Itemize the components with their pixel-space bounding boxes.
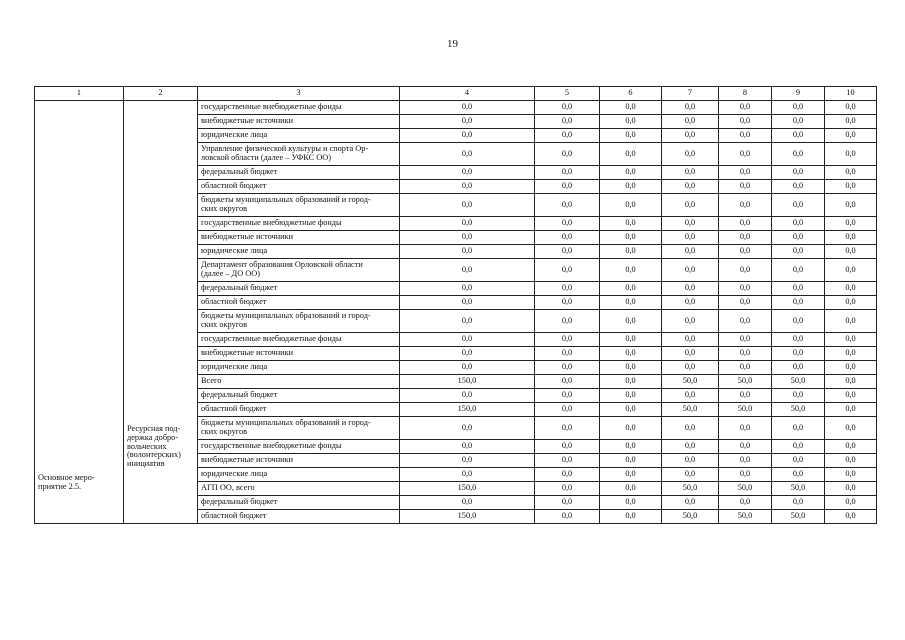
amount-cell: 0,0 bbox=[600, 496, 662, 510]
amount-cell: 0,0 bbox=[662, 166, 719, 180]
amount-cell: 0,0 bbox=[825, 101, 877, 115]
header-cell: 8 bbox=[719, 87, 772, 101]
amount-cell: 50,0 bbox=[719, 403, 772, 417]
amount-cell: 0,0 bbox=[825, 259, 877, 282]
amount-cell: 0,0 bbox=[400, 101, 535, 115]
amount-cell: 0,0 bbox=[535, 129, 600, 143]
amount-cell: 0,0 bbox=[825, 347, 877, 361]
amount-cell: 0,0 bbox=[535, 333, 600, 347]
amount-cell: 0,0 bbox=[400, 231, 535, 245]
funding-source-cell: внебюджетные источники bbox=[198, 231, 400, 245]
measure-label: Ресурсная под- держка добро- вольческих (волонтерских) инициатив bbox=[127, 424, 181, 469]
amount-cell: 0,0 bbox=[400, 129, 535, 143]
amount-cell: 0,0 bbox=[662, 129, 719, 143]
funding-source-cell: государственные внебюджетные фонды bbox=[198, 217, 400, 231]
amount-cell: 50,0 bbox=[719, 510, 772, 524]
funding-source-cell: государственные внебюджетные фонды bbox=[198, 333, 400, 347]
amount-cell: 0,0 bbox=[772, 166, 825, 180]
amount-cell: 0,0 bbox=[719, 282, 772, 296]
amount-cell: 0,0 bbox=[772, 296, 825, 310]
amount-cell: 50,0 bbox=[662, 510, 719, 524]
amount-cell: 0,0 bbox=[719, 194, 772, 217]
amount-cell: 0,0 bbox=[772, 454, 825, 468]
amount-cell: 0,0 bbox=[719, 296, 772, 310]
amount-cell: 150,0 bbox=[400, 403, 535, 417]
amount-cell: 0,0 bbox=[825, 468, 877, 482]
measure-cell bbox=[124, 101, 198, 524]
funding-source-cell: областной бюджет bbox=[198, 510, 400, 524]
amount-cell: 50,0 bbox=[772, 375, 825, 389]
amount-cell: 0,0 bbox=[535, 510, 600, 524]
amount-cell: 50,0 bbox=[662, 403, 719, 417]
amount-cell: 0,0 bbox=[772, 194, 825, 217]
header-cell: 6 bbox=[600, 87, 662, 101]
amount-cell: 0,0 bbox=[535, 282, 600, 296]
amount-cell: 0,0 bbox=[772, 217, 825, 231]
amount-cell: 50,0 bbox=[772, 510, 825, 524]
amount-cell: 0,0 bbox=[825, 180, 877, 194]
table-body bbox=[35, 101, 877, 524]
amount-cell: 0,0 bbox=[400, 310, 535, 333]
amount-cell: 0,0 bbox=[535, 245, 600, 259]
amount-cell: 0,0 bbox=[600, 115, 662, 129]
funding-source-cell: внебюджетные источники bbox=[198, 115, 400, 129]
funding-source-cell: государственные внебюджетные фонды bbox=[198, 440, 400, 454]
amount-cell: 0,0 bbox=[662, 217, 719, 231]
funding-source-cell: Управление физической культуры и спорта Ор- ловской области (далее – УФКС ОО) bbox=[198, 143, 400, 166]
amount-cell: 0,0 bbox=[600, 468, 662, 482]
amount-cell: 0,0 bbox=[719, 310, 772, 333]
amount-cell: 0,0 bbox=[600, 143, 662, 166]
funding-source-cell: бюджеты муниципальных образований и город- ских округов bbox=[198, 310, 400, 333]
amount-cell: 0,0 bbox=[719, 454, 772, 468]
amount-cell: 0,0 bbox=[825, 245, 877, 259]
amount-cell: 0,0 bbox=[825, 231, 877, 245]
amount-cell: 0,0 bbox=[825, 296, 877, 310]
amount-cell: 0,0 bbox=[400, 296, 535, 310]
amount-cell: 0,0 bbox=[772, 310, 825, 333]
amount-cell: 0,0 bbox=[719, 129, 772, 143]
amount-cell: 0,0 bbox=[825, 217, 877, 231]
amount-cell: 0,0 bbox=[662, 468, 719, 482]
amount-cell: 50,0 bbox=[719, 482, 772, 496]
amount-cell: 0,0 bbox=[600, 296, 662, 310]
amount-cell: 0,0 bbox=[772, 417, 825, 440]
amount-cell: 0,0 bbox=[662, 361, 719, 375]
amount-cell: 0,0 bbox=[662, 347, 719, 361]
amount-cell: 0,0 bbox=[825, 310, 877, 333]
amount-cell: 0,0 bbox=[825, 375, 877, 389]
amount-cell: 0,0 bbox=[600, 310, 662, 333]
amount-cell: 0,0 bbox=[535, 166, 600, 180]
funding-source-cell: государственные внебюджетные фонды bbox=[198, 101, 400, 115]
amount-cell: 0,0 bbox=[772, 440, 825, 454]
activity-cell bbox=[35, 101, 124, 524]
amount-cell: 0,0 bbox=[825, 454, 877, 468]
amount-cell: 0,0 bbox=[600, 231, 662, 245]
funding-source-cell: юридические лица bbox=[198, 361, 400, 375]
funding-source-cell: областной бюджет bbox=[198, 180, 400, 194]
amount-cell: 0,0 bbox=[719, 361, 772, 375]
header-cell: 5 bbox=[535, 87, 600, 101]
amount-cell: 0,0 bbox=[719, 217, 772, 231]
amount-cell: 0,0 bbox=[825, 361, 877, 375]
amount-cell: 0,0 bbox=[600, 347, 662, 361]
amount-cell: 0,0 bbox=[662, 389, 719, 403]
amount-cell: 0,0 bbox=[662, 194, 719, 217]
amount-cell: 0,0 bbox=[600, 333, 662, 347]
funding-source-cell: областной бюджет bbox=[198, 403, 400, 417]
amount-cell: 0,0 bbox=[535, 403, 600, 417]
amount-cell: 0,0 bbox=[600, 403, 662, 417]
amount-cell: 0,0 bbox=[772, 361, 825, 375]
funding-source-cell: бюджеты муниципальных образований и город- ских округов bbox=[198, 417, 400, 440]
amount-cell: 0,0 bbox=[825, 482, 877, 496]
amount-cell: 0,0 bbox=[719, 333, 772, 347]
amount-cell: 0,0 bbox=[772, 389, 825, 403]
amount-cell: 0,0 bbox=[772, 129, 825, 143]
amount-cell: 50,0 bbox=[719, 375, 772, 389]
amount-cell: 0,0 bbox=[825, 129, 877, 143]
amount-cell: 0,0 bbox=[535, 440, 600, 454]
amount-cell: 0,0 bbox=[772, 282, 825, 296]
header-cell: 9 bbox=[772, 87, 825, 101]
amount-cell: 0,0 bbox=[662, 115, 719, 129]
amount-cell: 0,0 bbox=[825, 403, 877, 417]
amount-cell: 0,0 bbox=[662, 310, 719, 333]
amount-cell: 0,0 bbox=[400, 259, 535, 282]
amount-cell: 0,0 bbox=[535, 375, 600, 389]
amount-cell: 150,0 bbox=[400, 375, 535, 389]
amount-cell: 0,0 bbox=[662, 143, 719, 166]
amount-cell: 0,0 bbox=[600, 389, 662, 403]
amount-cell: 0,0 bbox=[535, 180, 600, 194]
amount-cell: 50,0 bbox=[662, 375, 719, 389]
amount-cell: 0,0 bbox=[400, 468, 535, 482]
header-cell: 10 bbox=[825, 87, 877, 101]
funding-source-cell: юридические лица bbox=[198, 468, 400, 482]
amount-cell: 0,0 bbox=[662, 231, 719, 245]
amount-cell: 0,0 bbox=[719, 115, 772, 129]
amount-cell: 0,0 bbox=[719, 417, 772, 440]
amount-cell: 0,0 bbox=[719, 347, 772, 361]
amount-cell: 0,0 bbox=[400, 347, 535, 361]
amount-cell: 0,0 bbox=[535, 259, 600, 282]
amount-cell: 0,0 bbox=[719, 389, 772, 403]
amount-cell: 0,0 bbox=[600, 375, 662, 389]
funding-source-cell: Департамент образования Орловской области (далее – ДО ОО) bbox=[198, 259, 400, 282]
amount-cell: 0,0 bbox=[400, 454, 535, 468]
amount-cell: 0,0 bbox=[600, 245, 662, 259]
amount-cell: 0,0 bbox=[535, 389, 600, 403]
amount-cell: 150,0 bbox=[400, 510, 535, 524]
amount-cell: 0,0 bbox=[662, 245, 719, 259]
amount-cell: 0,0 bbox=[825, 166, 877, 180]
header-cell: 1 bbox=[35, 87, 124, 101]
amount-cell: 0,0 bbox=[535, 296, 600, 310]
amount-cell: 0,0 bbox=[825, 194, 877, 217]
amount-cell: 0,0 bbox=[719, 101, 772, 115]
amount-cell: 0,0 bbox=[772, 333, 825, 347]
amount-cell: 0,0 bbox=[719, 143, 772, 166]
amount-cell: 0,0 bbox=[662, 296, 719, 310]
amount-cell: 0,0 bbox=[535, 347, 600, 361]
amount-cell: 0,0 bbox=[535, 101, 600, 115]
amount-cell: 0,0 bbox=[772, 180, 825, 194]
amount-cell: 0,0 bbox=[600, 482, 662, 496]
amount-cell: 0,0 bbox=[400, 496, 535, 510]
amount-cell: 0,0 bbox=[400, 361, 535, 375]
funding-table bbox=[34, 86, 877, 524]
amount-cell: 0,0 bbox=[825, 510, 877, 524]
amount-cell: 0,0 bbox=[535, 417, 600, 440]
amount-cell: 0,0 bbox=[400, 245, 535, 259]
amount-cell: 0,0 bbox=[772, 231, 825, 245]
amount-cell: 0,0 bbox=[400, 115, 535, 129]
amount-cell: 0,0 bbox=[535, 361, 600, 375]
amount-cell: 50,0 bbox=[772, 403, 825, 417]
activity-label: Основное меро- приятие 2.5. bbox=[38, 473, 95, 491]
amount-cell: 0,0 bbox=[772, 496, 825, 510]
amount-cell: 0,0 bbox=[772, 101, 825, 115]
amount-cell: 0,0 bbox=[400, 389, 535, 403]
amount-cell: 0,0 bbox=[719, 231, 772, 245]
funding-source-cell: областной бюджет bbox=[198, 296, 400, 310]
amount-cell: 0,0 bbox=[825, 333, 877, 347]
funding-source-cell: внебюджетные источники bbox=[198, 454, 400, 468]
funding-source-cell: федеральный бюджет bbox=[198, 389, 400, 403]
funding-source-cell: федеральный бюджет bbox=[198, 166, 400, 180]
amount-cell: 0,0 bbox=[400, 417, 535, 440]
amount-cell: 0,0 bbox=[400, 217, 535, 231]
amount-cell: 0,0 bbox=[662, 333, 719, 347]
funding-source-cell: юридические лица bbox=[198, 245, 400, 259]
amount-cell: 0,0 bbox=[825, 496, 877, 510]
amount-cell: 0,0 bbox=[825, 389, 877, 403]
amount-cell: 50,0 bbox=[772, 482, 825, 496]
amount-cell: 0,0 bbox=[719, 440, 772, 454]
amount-cell: 0,0 bbox=[535, 496, 600, 510]
amount-cell: 0,0 bbox=[600, 217, 662, 231]
amount-cell: 0,0 bbox=[600, 259, 662, 282]
amount-cell: 0,0 bbox=[600, 417, 662, 440]
amount-cell: 0,0 bbox=[600, 180, 662, 194]
amount-cell: 0,0 bbox=[719, 245, 772, 259]
amount-cell: 0,0 bbox=[772, 143, 825, 166]
amount-cell: 0,0 bbox=[662, 101, 719, 115]
amount-cell: 0,0 bbox=[400, 143, 535, 166]
amount-cell: 0,0 bbox=[600, 129, 662, 143]
amount-cell: 0,0 bbox=[400, 282, 535, 296]
amount-cell: 0,0 bbox=[662, 180, 719, 194]
amount-cell: 0,0 bbox=[662, 454, 719, 468]
amount-cell: 0,0 bbox=[772, 347, 825, 361]
amount-cell: 0,0 bbox=[825, 440, 877, 454]
header-cell: 4 bbox=[400, 87, 535, 101]
amount-cell: 0,0 bbox=[662, 440, 719, 454]
amount-cell: 0,0 bbox=[662, 259, 719, 282]
amount-cell: 0,0 bbox=[535, 143, 600, 166]
amount-cell: 0,0 bbox=[600, 166, 662, 180]
amount-cell: 0,0 bbox=[600, 194, 662, 217]
amount-cell: 150,0 bbox=[400, 482, 535, 496]
funding-source-cell: внебюджетные источники bbox=[198, 347, 400, 361]
amount-cell: 0,0 bbox=[772, 115, 825, 129]
funding-source-cell: бюджеты муниципальных образований и город- ских округов bbox=[198, 194, 400, 217]
header-row bbox=[35, 87, 877, 101]
amount-cell: 0,0 bbox=[719, 468, 772, 482]
funding-source-cell: федеральный бюджет bbox=[198, 496, 400, 510]
funding-source-cell: юридические лица bbox=[198, 129, 400, 143]
funding-source-cell: федеральный бюджет bbox=[198, 282, 400, 296]
amount-cell: 0,0 bbox=[535, 217, 600, 231]
amount-cell: 0,0 bbox=[535, 194, 600, 217]
table-row bbox=[35, 101, 877, 115]
amount-cell: 0,0 bbox=[535, 468, 600, 482]
header-cell: 7 bbox=[662, 87, 719, 101]
amount-cell: 0,0 bbox=[825, 282, 877, 296]
header-cell: 3 bbox=[198, 87, 400, 101]
amount-cell: 0,0 bbox=[400, 180, 535, 194]
amount-cell: 0,0 bbox=[825, 115, 877, 129]
header-cell: 2 bbox=[124, 87, 198, 101]
amount-cell: 0,0 bbox=[772, 468, 825, 482]
amount-cell: 0,0 bbox=[535, 482, 600, 496]
amount-cell: 0,0 bbox=[535, 310, 600, 333]
amount-cell: 0,0 bbox=[825, 143, 877, 166]
amount-cell: 0,0 bbox=[535, 231, 600, 245]
amount-cell: 0,0 bbox=[600, 454, 662, 468]
amount-cell: 0,0 bbox=[400, 194, 535, 217]
amount-cell: 0,0 bbox=[719, 166, 772, 180]
amount-cell: 0,0 bbox=[600, 101, 662, 115]
amount-cell: 0,0 bbox=[662, 496, 719, 510]
page-number: 19 bbox=[447, 38, 458, 50]
amount-cell: 0,0 bbox=[600, 282, 662, 296]
amount-cell: 0,0 bbox=[772, 245, 825, 259]
amount-cell: 0,0 bbox=[535, 115, 600, 129]
amount-cell: 0,0 bbox=[400, 440, 535, 454]
amount-cell: 0,0 bbox=[719, 180, 772, 194]
amount-cell: 0,0 bbox=[662, 282, 719, 296]
amount-cell: 0,0 bbox=[662, 417, 719, 440]
amount-cell: 0,0 bbox=[600, 440, 662, 454]
amount-cell: 0,0 bbox=[535, 454, 600, 468]
amount-cell: 0,0 bbox=[719, 496, 772, 510]
funding-source-cell: АГП ОО, всего bbox=[198, 482, 400, 496]
amount-cell: 0,0 bbox=[400, 333, 535, 347]
amount-cell: 0,0 bbox=[719, 259, 772, 282]
amount-cell: 0,0 bbox=[400, 166, 535, 180]
amount-cell: 50,0 bbox=[662, 482, 719, 496]
funding-source-cell: Всего bbox=[198, 375, 400, 389]
amount-cell: 0,0 bbox=[772, 259, 825, 282]
amount-cell: 0,0 bbox=[825, 417, 877, 440]
amount-cell: 0,0 bbox=[600, 361, 662, 375]
amount-cell: 0,0 bbox=[600, 510, 662, 524]
